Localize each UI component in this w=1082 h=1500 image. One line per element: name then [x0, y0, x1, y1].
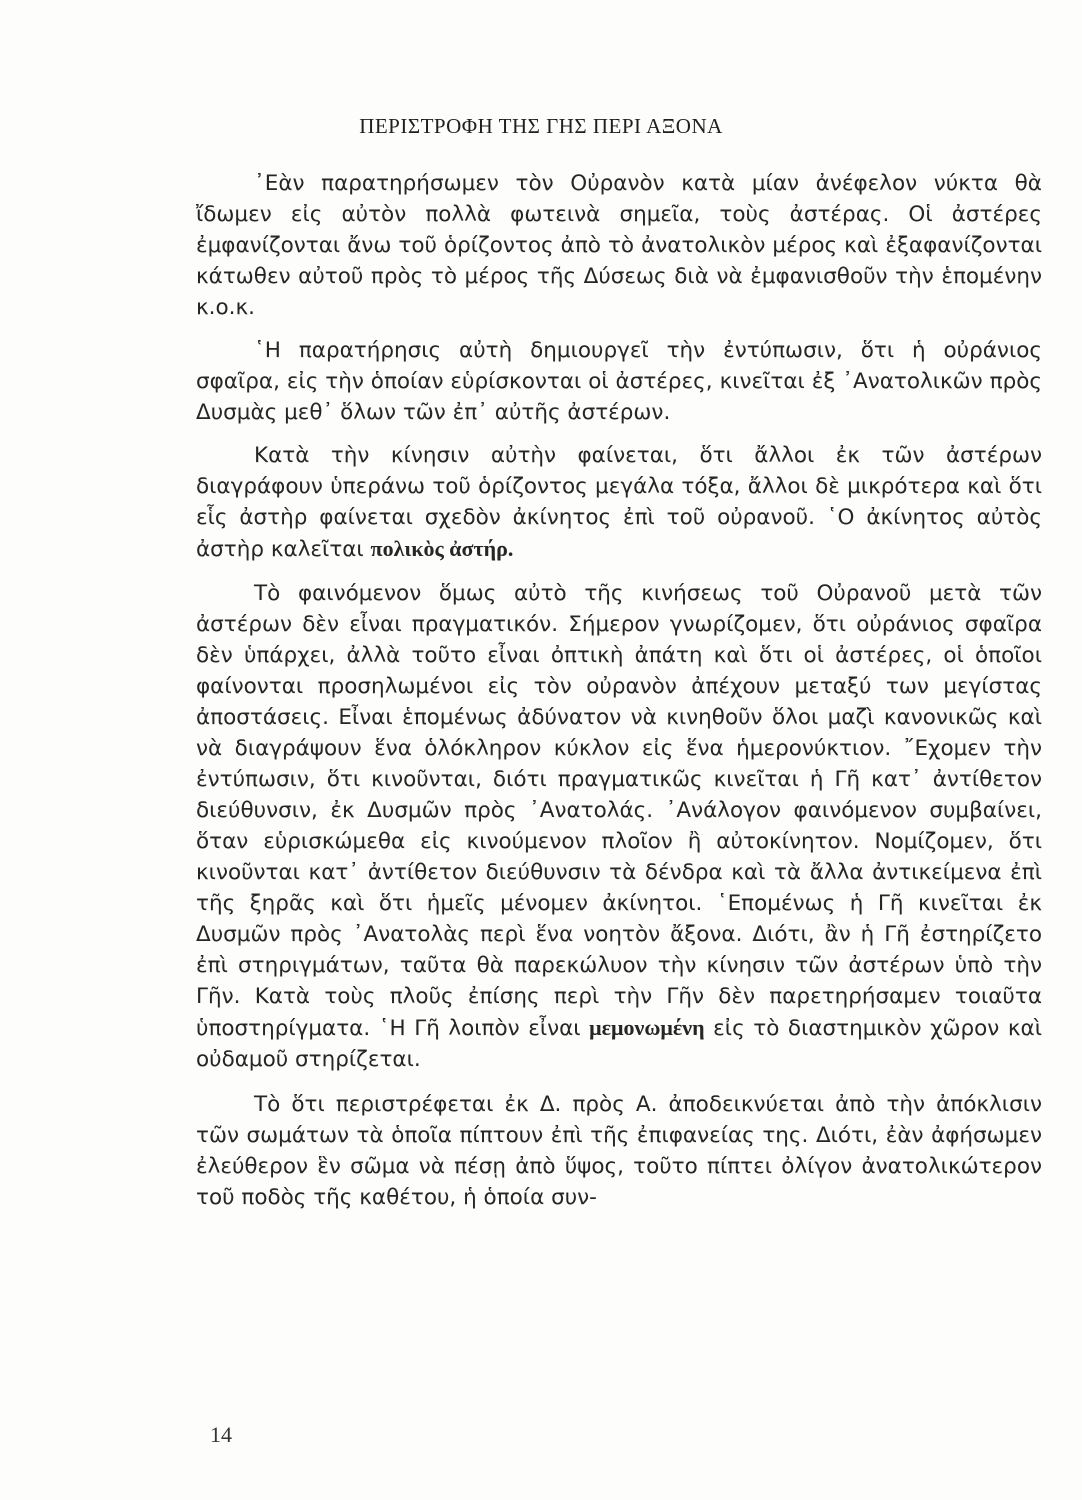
page-title: ΠΕΡΙΣΤΡΟΦΗ ΤΗΣ ΓΗΣ ΠΕΡΙ ΑΞΟΝΑ [359, 114, 723, 138]
paragraph-5: Τὸ ὅτι περιστρέφεται ἐκ Δ. πρὸς Α. ἀποδεικνύεται ἀπὸ τὴν ἀπόκλισιν τῶν σωμάτων τὰ ὁποῖα πίπτουν ἐπὶ τῆς ἐπιφανείας της. Διότι, ἐὰν ἀφήσωμεν ἐλεύθερον ἓν σῶμα νὰ πέσῃ ἀπὸ ὕψος, τοῦτο πίπτει ὀλίγον ἀνατολικώτερον τοῦ ποδὸς τῆς καθέτου, ἡ ὁποία συν- [196, 1092, 1042, 1210]
term-polikos-astir: πολικὸς ἀστήρ. [370, 536, 514, 561]
term-memonomeni: μεμονωμένη [589, 1015, 705, 1040]
page-number: 14 [210, 1422, 232, 1447]
paragraph-3-text: Κατὰ τὴν κίνησιν αὐτὴν φαίνεται, ὅτι ἄλλοι ἐκ τῶν ἀστέρων διαγράφουν ὑπεράνω τοῦ ὁρίζοντος μεγάλα τόξα, ἄλλοι δὲ μικρότερα καὶ ὅτι εἷς ἀστὴρ φαίνεται σχεδὸν ἀκίνητος ἐπὶ τοῦ οὐρανοῦ. ῾Ο ἀκίνητος αὐτὸς ἀστὴρ καλεῖται [196, 443, 1042, 562]
paragraph-4 [196, 578, 1042, 1075]
paragraph-4-text: Τὸ φαινόμενον ὅμως αὐτὸ τῆς κινήσεως τοῦ Οὐρανοῦ μετὰ τῶν ἀστέρων δὲν εἶναι πραγματικόν. Σήμερον γνωρίζομεν, ὅτι οὐράνιος σφαῖρα δὲν ὑπάρχει, ἀλλὰ τοῦτο εἶναι ὀπτικὴ ἀπάτη καὶ ὅτι οἱ ἀστέρες, οἱ ὁποῖοι φαίνονται προσηλωμένοι εἰς τὸν οὐρανὸν ἀπέχουν μεταξύ των μεγίστας ἀποστάσεις. Εἶναι ἑπομένως ἀδύνατον νὰ κινηθοῦν ὅλοι μαζὶ κανονικῶς καὶ νὰ διαγράψουν ἕνα ὁλόκληρον κύκλον εἰς ἕνα ἡμερονύκτιον. ῎Εχομεν τὴν ἐντύπωσιν, ὅτι κινοῦνται, διότι πραγματικῶς κινεῖται ἡ Γῆ κατ᾿ ἀντίθετον διεύθυνσιν, ἐκ Δυσμῶν πρὸς ᾿Ανατολάς. ᾿Ανάλογον φαινόμενον συμβαίνει, ὅταν εὑρισκώμεθα εἰς κινούμενον πλοῖον ἢ αὐτοκίνητον. Νομίζομεν, ὅτι κινοῦνται κατ᾿ ἀντίθετον διεύθυνσιν τὰ δένδρα καὶ τὰ ἄλλα ἀντικείμενα ἐπὶ τῆς ξηρᾶς καὶ ὅτι ἡμεῖς μένομεν ἀκίνητοι. ῾Επομένως ἡ Γῆ κινεῖται ἐκ Δυσμῶν πρὸς ᾿Ανατολὰς περὶ ἕνα νοητὸν ἄξονα. Διότι, ἂν ἡ Γῆ ἐστηρίζετο ἐπὶ στηριγμάτων, ταῦτα θὰ παρεκώλυον τὴν κίνησιν τῶν ἀστέρων ὑπὸ τὴν Γῆν. Κατὰ τοὺς πλοῦς ἐπίσης περὶ τὴν Γῆν δὲν παρετηρήσαμεν τοιαῦτα ὑποστηρίγματα. ῾Η Γῆ λοιπὸν εἶναι [196, 581, 1042, 1041]
paragraph-3 [196, 440, 1042, 565]
paragraph-4-text-end: εἰς τὸ διαστημικὸν χῶρον καὶ οὐδαμοῦ στηρίζεται. [196, 1016, 1042, 1072]
paragraph-1: ᾿Εὰν παρατηρήσωμεν τὸν Οὐρανὸν κατὰ μίαν ἀνέφελον νύκτα θὰ ἴδωμεν εἰς αὐτὸν πολλὰ φωτεινὰ σημεῖα, τοὺς ἀστέρας. Οἱ ἀστέρες ἐμφανίζονται ἄνω τοῦ ὁρίζοντος ἀπὸ τὸ ἀνατολικὸν μέρος καὶ ἐξαφανίζονται κάτωθεν αὐτοῦ πρὸς τὸ μέρος τῆς Δύσεως διὰ νὰ ἐμφανισθοῦν τὴν ἑπομένην κ.ο.κ. [196, 171, 1042, 320]
paragraph-2: ῾Η παρατήρησις αὐτὴ δημιουργεῖ τὴν ἐντύπωσιν, ὅτι ἡ οὐράνιος σφαῖρα, εἰς τὴν ὁποίαν εὑρίσκονται οἱ ἀστέρες, κινεῖται ἐξ ᾿Ανατολικῶν πρὸς Δυσμὰς μεθ᾿ ὅλων τῶν ἐπ᾿ αὐτῆς ἀστέρων. [196, 338, 1042, 425]
body-text [196, 168, 1042, 1227]
